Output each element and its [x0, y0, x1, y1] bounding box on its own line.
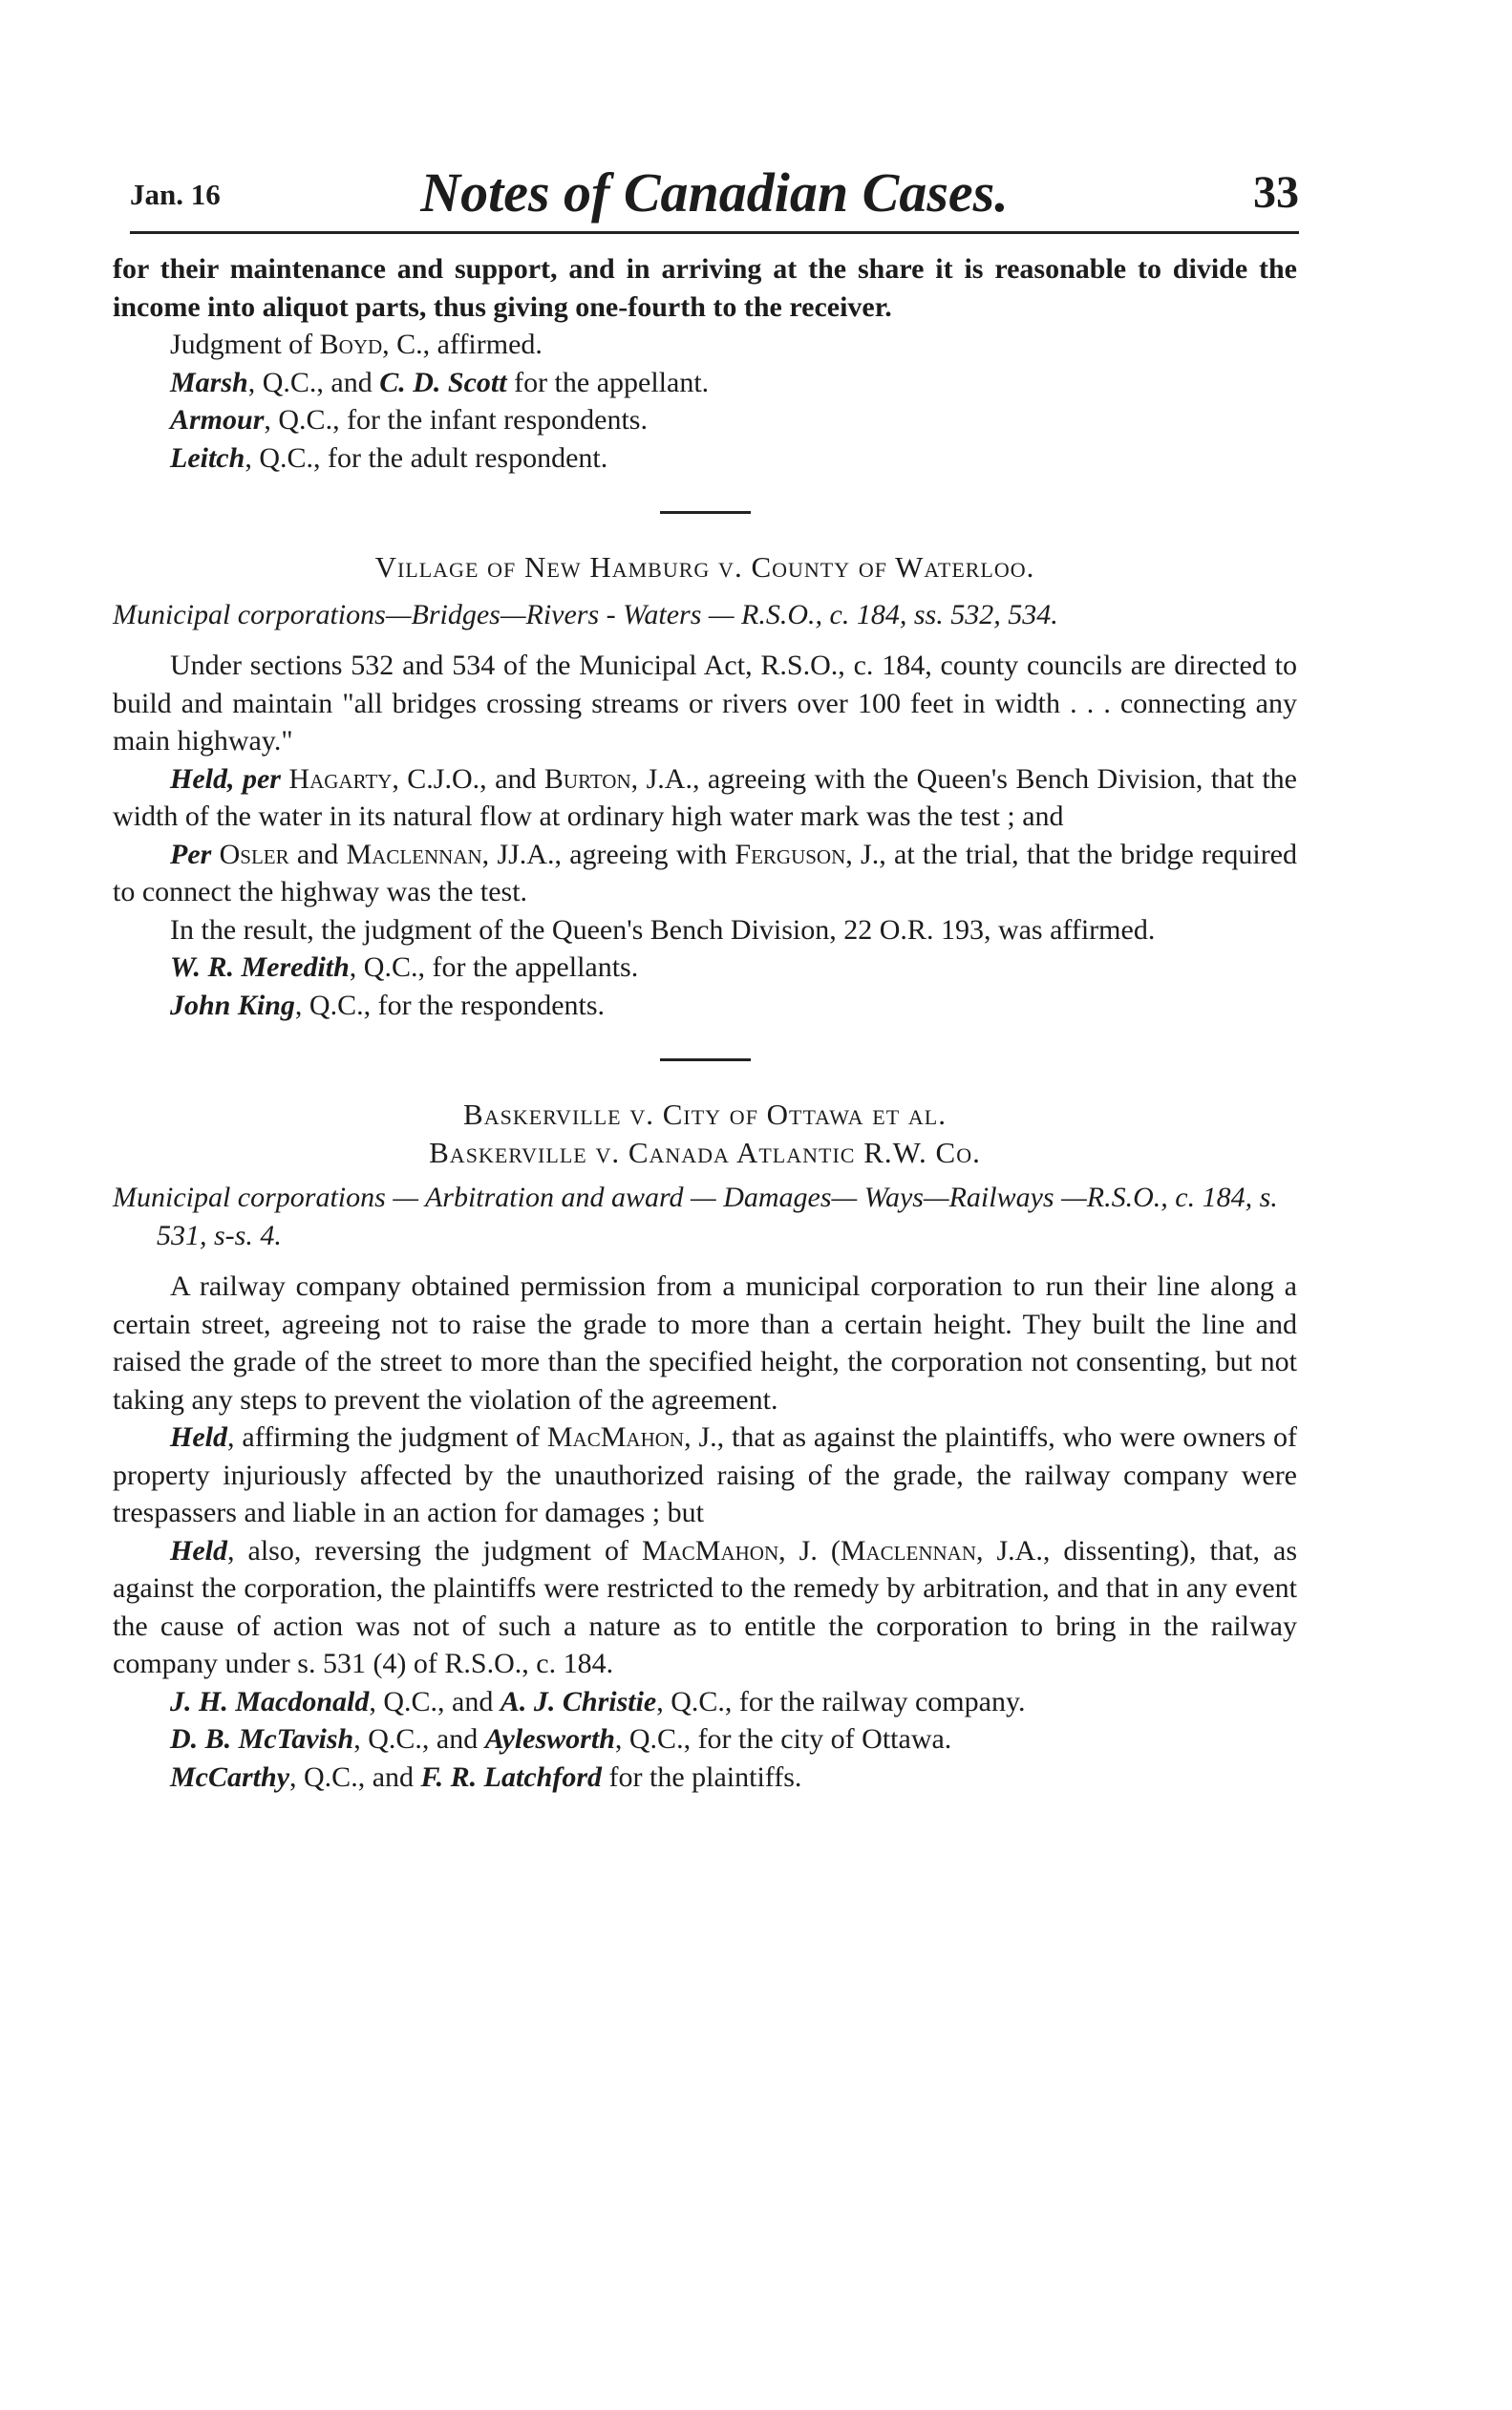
case2-counsel-respondents: John King, Q.C., for the respondents.	[170, 989, 606, 1021]
header-title: Notes of Canadian Cases.	[420, 161, 1009, 224]
case2-per-paragraph: Per Osler and Maclennan, JJ.A., agreeing with Ferguson, J., at the trial, that the bridge required to connect the highway was the test.	[113, 838, 1297, 907]
case3-counsel-plaintiffs: McCarthy, Q.C., and F. R. Latchford for the plaintiffs.	[170, 1760, 802, 1793]
running-header	[130, 160, 1299, 229]
case3-subject: Municipal corporations — Arbitration and award — Damages— Ways—Railways —R.S.O., c. 184, s. 531, s-s. 4.	[113, 1182, 1278, 1251]
case1-counsel-infant: Armour, Q.C., for the infant respondents.	[170, 404, 648, 436]
case1-counsel-adult: Leitch, Q.C., for the adult respondent.	[170, 441, 608, 474]
header-date: Jan. 16	[130, 178, 221, 211]
case2-subject: Municipal corporations—Bridges—Rivers - Waters — R.S.O., c. 184, ss. 532, 534.	[113, 598, 1058, 630]
page-number: 33	[1253, 167, 1299, 218]
case1-judgment: Judgment of Boyd, C., affirmed.	[170, 329, 543, 360]
page-body	[113, 250, 1297, 1796]
case3-title-1: Baskerville v. City of Ottawa et al.	[463, 1098, 947, 1131]
case1-counsel-appellant: Marsh, Q.C., and C. D. Scott for the appellant.	[170, 366, 710, 398]
case3-title-2: Baskerville v. Canada Atlantic R.W. Co.	[429, 1135, 981, 1169]
case3-held-paragraph-1: Held, affirming the judgment of MacMahon, J., that as against the plaintiffs, who were owners of property injuriously affected by the unauthorized raising of the grade, the railway company were trespassers and liable in an action for damages ; but	[113, 1421, 1297, 1528]
case1-continuation: for their maintenance and support, and in arriving at the share it is reasonable to divide the income into aliquot parts, thus giving one-fourth to the receiver.	[113, 253, 1297, 323]
case2-result: In the result, the judgment of the Queen's Bench Division, 22 O.R. 193, was affirmed.	[170, 913, 1156, 946]
case2-title: Village of New Hamburg v. County of Waterloo.	[374, 550, 1035, 584]
case3-counsel-railway: J. H. Macdonald, Q.C., and A. J. Christie, Q.C., for the railway company.	[170, 1685, 1026, 1717]
case2-counsel-appellants: W. R. Meredith, Q.C., for the appellants.	[170, 951, 639, 983]
header-rule	[130, 231, 1299, 234]
case2-statute-paragraph: Under sections 532 and 534 of the Municipal Act, R.S.O., c. 184, county councils are directed to build and maintain "all bridges crossing streams or rivers over 100 feet in width . . . connecting any main highway."	[113, 650, 1297, 757]
case3-facts-paragraph: A railway company obtained permission from a municipal corporation to run their line along a certain street, agreeing not to raise the grade to more than a certain height. They built the line and raised the grade of the street to more than the specified height, the corporation not consenting, but not taking any steps to prevent the violation of the agreement.	[113, 1270, 1297, 1416]
case2-held-paragraph: Held, per Hagarty, C.J.O., and Burton, J.A., agreeing with the Queen's Bench Division, that the width of the water in its natural flow at ordinary high water mark was the test ; and	[113, 762, 1297, 832]
case3-counsel-city: D. B. McTavish, Q.C., and Aylesworth, Q.C., for the city of Ottawa.	[170, 1723, 952, 1755]
case3-held-paragraph-2: Held, also, reversing the judgment of MacMahon, J. (Maclennan, J.A., dissenting), that, as against the corporation, the plaintiffs were restricted to the remedy by arbitration, and that in any event the cause of action was not of such a nature as to entitle the corporation to bring in the railway company under s. 531 (4) of R.S.O., c. 184.	[113, 1534, 1297, 1679]
